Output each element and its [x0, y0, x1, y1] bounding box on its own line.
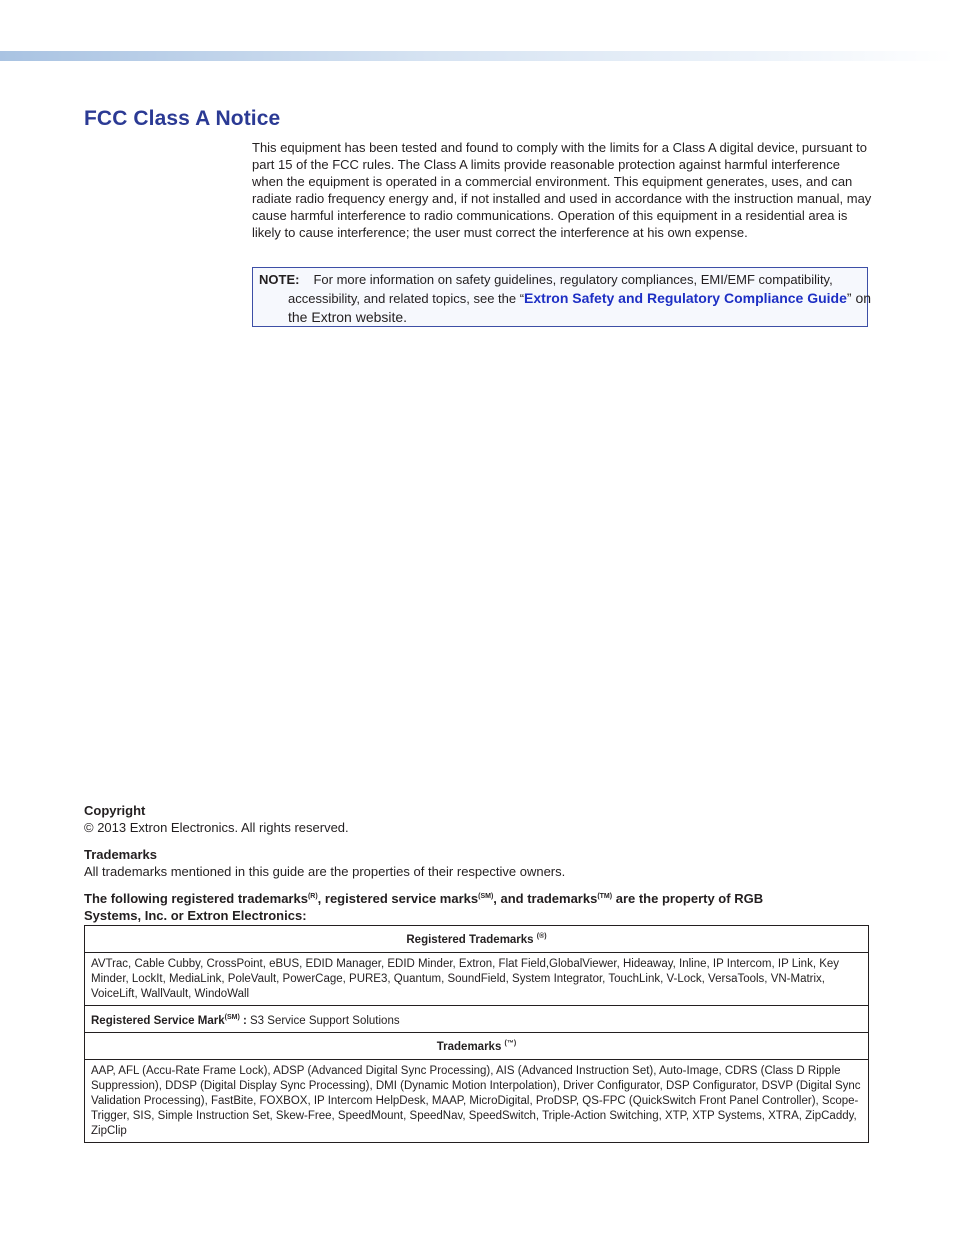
note-text [259, 271, 892, 327]
trademarks-list: AAP, AFL (Accu-Rate Frame Lock), ADSP (Advanced Digital Sync Processing), AIS (Advanced Instruction Set), Auto-Image, CDRS (Class D Ripple Suppression), DDSP (Digital Display Sync Processing), DMI (Dynamic Motion Interpolation), Driver Configurator, DSP Configurator, DSVP (Digital Sync Validation Processing), FastBite, FOXBOX, IP Intercom HelpDesk, MAAP, MicroDigital, ProDSP, QS-FPC (QuickSwitch Front Panel Controller), Scope-Trigger, SIS, Simple Instruction Set, Skew-Free, SpeedMount, SpeedNav, SpeedSwitch, Triple-Action Switching, XTP, XTP Systems, XTRA, ZipCaddy, ZipClip [85, 1060, 869, 1143]
trademarks-header: Trademarks (™) [85, 1033, 869, 1060]
registered-trademarks-header: Registered Trademarks (®) [85, 926, 869, 953]
copyright-text: © 2013 Extron Electronics. All rights reserved. [84, 820, 349, 835]
note-tail: ” on the Extron website. [288, 290, 872, 325]
trademarks-heading: Trademarks [84, 847, 157, 862]
trademarks-table [84, 925, 869, 1143]
fcc-notice-text: This equipment has been tested and found to comply with the limits for a Class A digital device, pursuant to part 15 of the FCC rules. The Class A limits provide reasonable protection against harmful interference when the equipment is operated in a commercial environment. This equipment generates, uses, and can radiate radio frequency energy and, if not installed and used in accordance with the instruction manual, may cause harmful interference to radio communications. Operation of this equipment in a residential area is likely to cause interference; the user must correct the interference at his own expense. [252, 140, 872, 240]
compliance-guide-link[interactable]: Extron Safety and Regulatory Compliance Guide [524, 290, 847, 306]
registered-trademarks-list: AVTrac, Cable Cubby, CrossPoint, eBUS, EDID Manager, EDID Minder, Extron, Flat Field,GlobalViewer, Hideaway, Inline, IP Intercom, IP Link, Key Minder, LockIt, MediaLink, PoleVault, PowerCage, PURE3, Quantum, SoundField, System Integrator, TouchLink, V-Lock, VersaTools, VN-Matrix, VoiceLift, WallVault, WindoWall [85, 953, 869, 1006]
note-box [252, 267, 872, 327]
copyright-heading: Copyright [84, 803, 146, 818]
trademark-statement: The following registered trademarks$^{(R)}$, registered service marks$^{(SM)}$, and trademarks$^{(TM)}$ are the property of RGB Systems, Inc. or Extron Electronics: [84, 891, 764, 923]
note-body: For more information on safety guidelines, regulatory compliances, EMI/EMF compatibility, accessibility, and related topics, see the “ [288, 272, 833, 306]
note-label: NOTE: [259, 272, 300, 287]
trademarks-text: All trademarks mentioned in this guide are the properties of their respective owners. [84, 864, 566, 879]
header-gradient-bar [0, 51, 954, 61]
page-title: FCC Class A Notice [84, 107, 281, 130]
service-mark-row: Registered Service Mark$^{(SM)}$ : S3 Service Support Solutions [85, 1006, 869, 1033]
